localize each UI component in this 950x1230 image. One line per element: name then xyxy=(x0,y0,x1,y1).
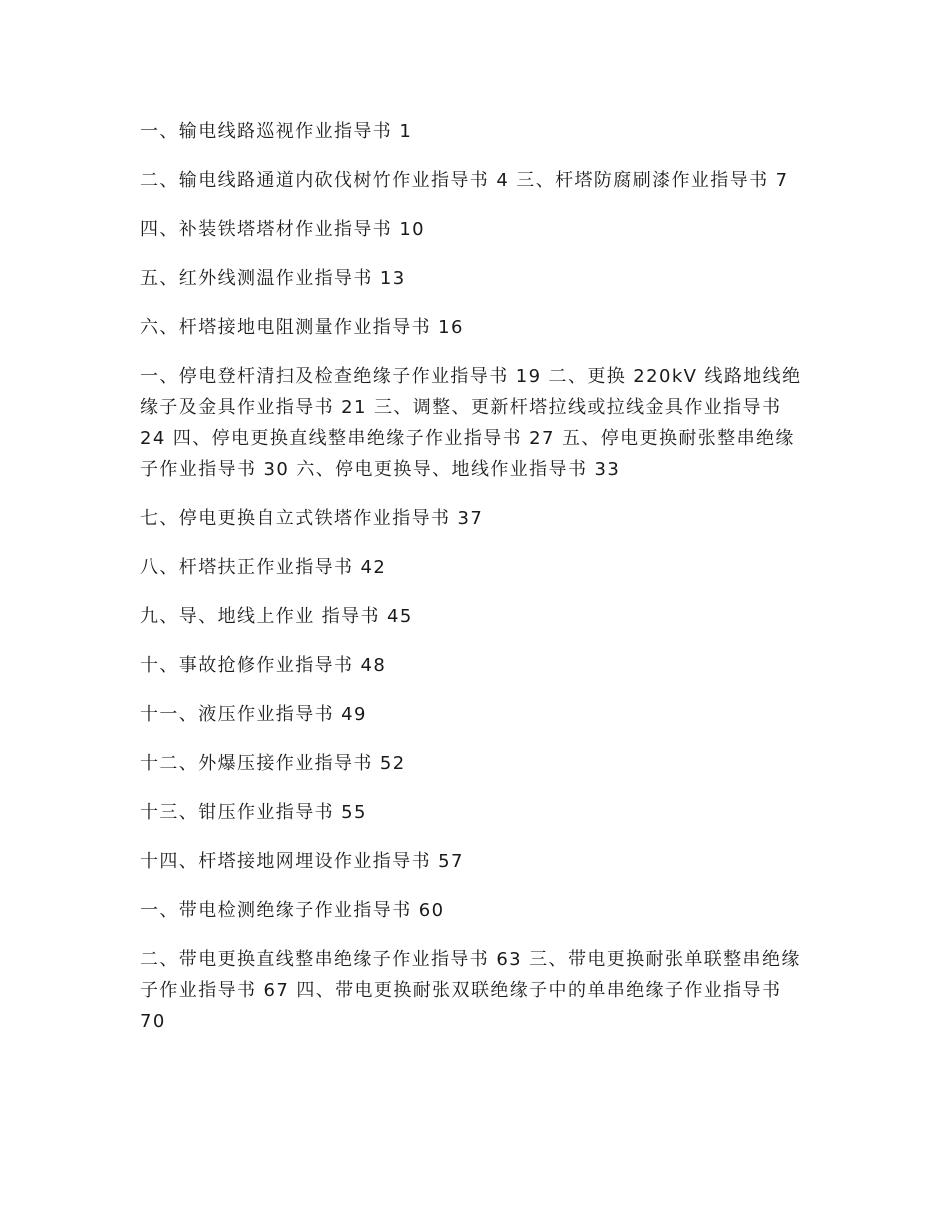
toc-entry: 五、红外线测温作业指导书 13 xyxy=(140,268,406,289)
toc-entry: 十二、外爆压接作业指导书 52 xyxy=(140,753,406,774)
toc-entry: 十、事故抢修作业指导书 48 xyxy=(140,655,387,676)
toc-entry: 十三、钳压作业指导书 55 xyxy=(140,802,367,823)
toc-entry: 四、补装铁塔塔材作业指导书 10 xyxy=(140,219,426,240)
toc-entry: 八、杆塔扶正作业指导书 42 xyxy=(140,557,387,578)
toc-entry: 七、停电更换自立式铁塔作业指导书 37 xyxy=(140,508,484,529)
toc-entry: 十一、液压作业指导书 49 xyxy=(140,704,367,725)
toc-entry: 二、输电线路通道内砍伐树竹作业指导书 4 三、杆塔防腐刷漆作业指导书 7 xyxy=(140,170,789,191)
toc-entry: 一、输电线路巡视作业指导书 1 xyxy=(140,121,413,142)
toc-entry: 九、导、地线上作业 指导书 45 xyxy=(140,606,413,627)
toc-entry: 二、带电更换直线整串绝缘子作业指导书 63 三、带电更换耐张单联整串绝缘子作业指导书 67 四、带电更换耐张双联绝缘子中的单串绝缘子作业指导书 70 xyxy=(140,949,801,1032)
toc-entry: 一、带电检测绝缘子作业指导书 60 xyxy=(140,900,445,921)
toc-entry: 六、杆塔接地电阻测量作业指导书 16 xyxy=(140,317,464,338)
table-of-contents xyxy=(140,116,812,1055)
toc-entry: 一、停电登杆清扫及检查绝缘子作业指导书 19 二、更换 220kV 线路地线绝缘子及金具作业指导书 21 三、调整、更新杆塔拉线或拉线金具作业指导书 24 四、停电更换直线整串绝缘子作业指导书 27 五、停电更换耐张整串绝缘子作业指导书 30 六、停电更换导、地线作业指导书 33 xyxy=(140,366,802,480)
toc-entry: 十四、杆塔接地网埋设作业指导书 57 xyxy=(140,851,464,872)
